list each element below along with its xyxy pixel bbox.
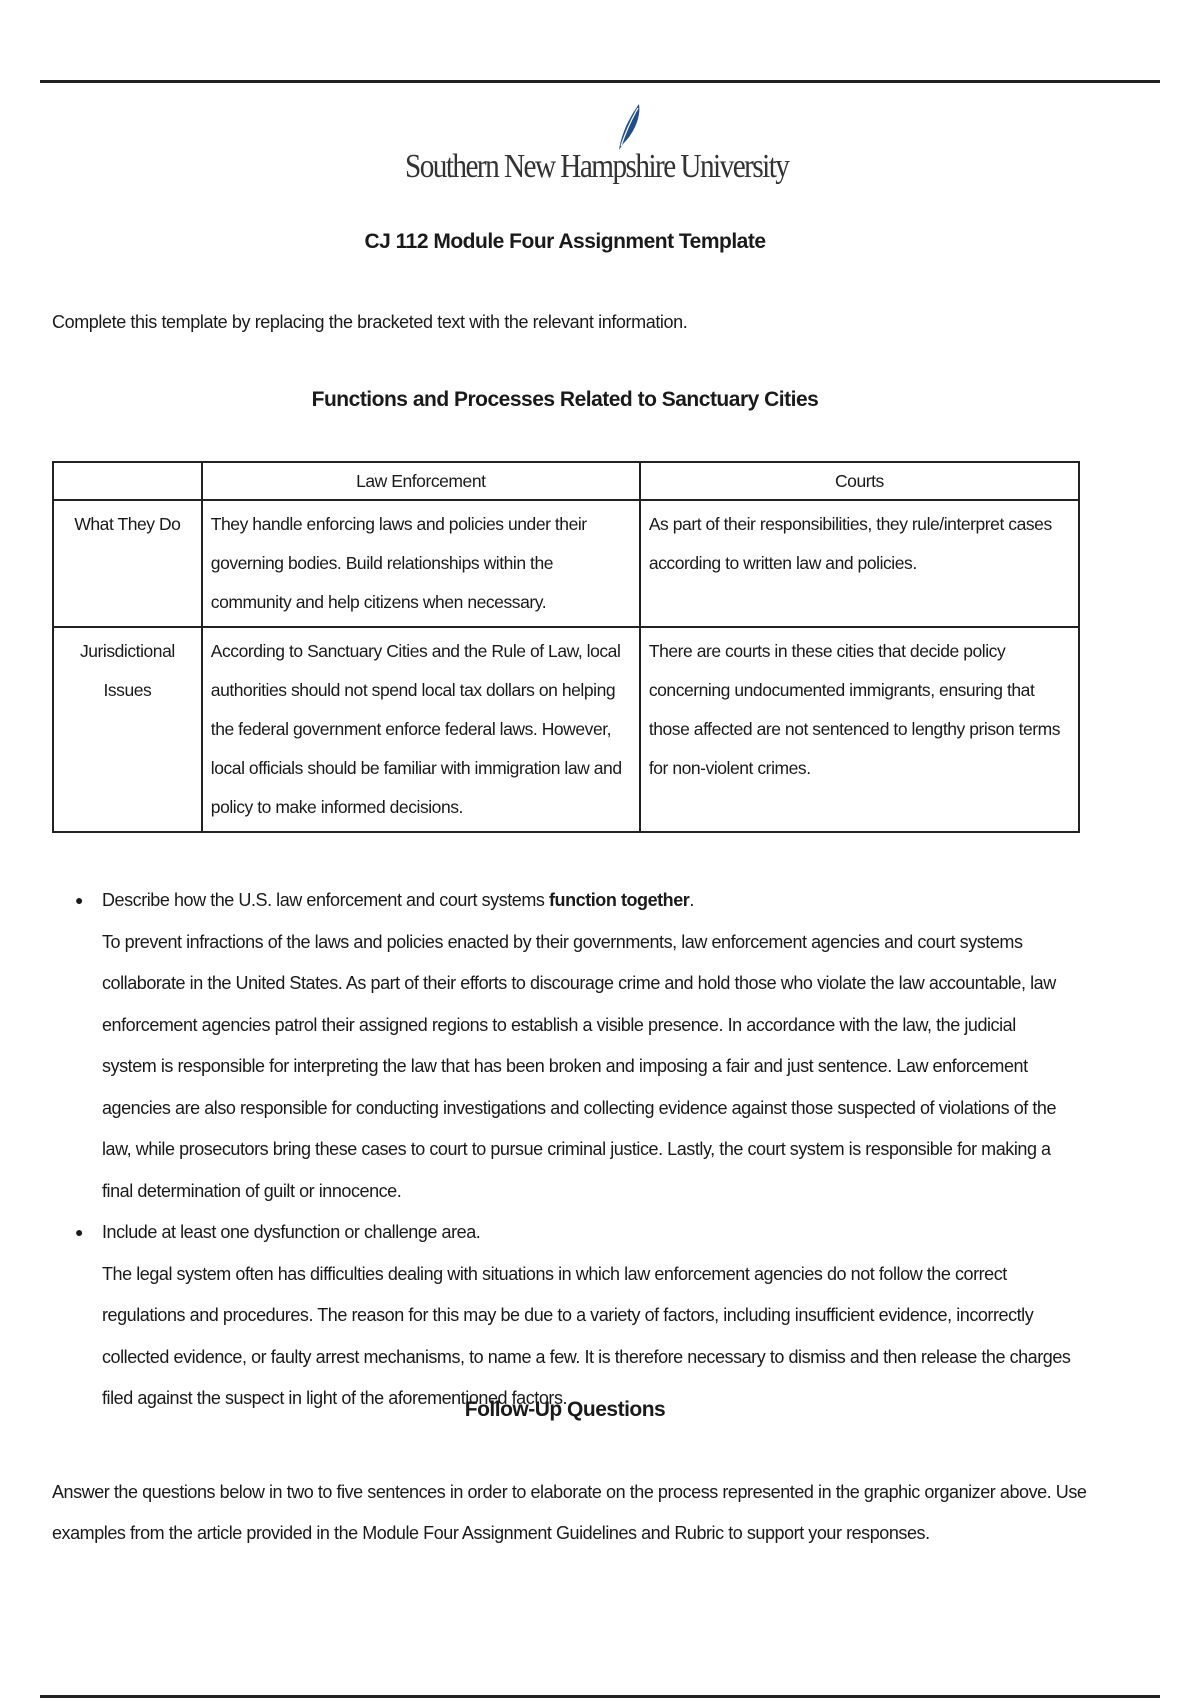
bullet-prompt: Include at least one dysfunction or challenge area. <box>102 1222 481 1242</box>
table-header-cell: Courts <box>640 462 1079 500</box>
bottom-rule <box>40 1695 1160 1698</box>
bullet-icon: ● <box>74 892 83 908</box>
functions-table <box>52 461 1080 833</box>
table-cell: They handle enforcing laws and policies under their governing bodies. Build relationships within the community and help citizens when necessary. <box>202 500 640 627</box>
intro-text: Complete this template by replacing the bracketed text with the relevant information. <box>52 312 688 332</box>
table-cell: As part of their responsibilities, they rule/interpret cases according to written law and policies. <box>640 500 1079 627</box>
table-header-cell <box>53 462 202 500</box>
bullet-prompt: Describe how the U.S. law enforcement and court systems function together. <box>102 890 694 910</box>
table-cell: There are courts in these cities that decide policy concerning undocumented immigrants, ensuring that those affected are not sentenced to lengthy prison terms for non-violent crimes. <box>640 627 1079 832</box>
bullet-list <box>74 880 1074 1420</box>
row-label: Jurisdictional Issues <box>53 627 202 832</box>
list-item <box>74 880 1074 1212</box>
table-header-cell: Law Enforcement <box>202 462 640 500</box>
table-row <box>53 627 1079 832</box>
university-logo <box>405 100 789 210</box>
table-header-row <box>53 462 1079 500</box>
table-row <box>53 500 1079 627</box>
bullet-answer: To prevent infractions of the laws and policies enacted by their governments, law enforcement agencies and court systems collaborate in the United States. As part of their efforts to discourage crime and hold those who violate the law accountable, law enforcement agencies patrol their assigned regions to establish a visible presence. In accordance with the law, the judicial system is responsible for interpreting the law that has been broken and imposing a fair and just sentence. Law enforcement agencies are also responsible for conducting investigations and collecting evidence against those suspected of violations of the law, while prosecutors bring these cases to court to pursue criminal justice. Lastly, the court system is responsible for making a final determination of guilt or innocence. <box>102 931 1057 1201</box>
section-title: Functions and Processes Related to Sanctuary Cities <box>311 388 819 411</box>
list-item <box>74 1212 1074 1420</box>
leaf-icon <box>605 100 645 152</box>
followup-title: Follow-Up Questions <box>464 1398 666 1421</box>
document-title: CJ 112 Module Four Assignment Template <box>364 230 766 253</box>
row-label: What They Do <box>53 500 202 627</box>
bullet-answer: The legal system often has difficulties dealing with situations in which law enforcement agencies do not follow the correct regulations and procedures. The reason for this may be due to a variety of factors, including insufficient evidence, incorrectly collected evidence, or faulty arrest mechanisms, to name a few. It is therefore necessary to dismiss and then release the charges filed against the suspect in light of the aforementioned factors. <box>102 1263 1071 1408</box>
table-cell: According to Sanctuary Cities and the Rule of Law, local authorities should not spend local tax dollars on helping the federal government enforce federal laws. However, local officials should be familiar with immigration law and policy to make informed decisions. <box>202 627 640 832</box>
followup-instructions: Answer the questions below in two to five sentences in order to elaborate on the process represented in the graphic organizer above. Use examples from the article provided in the Module Four Assignment Guidelines and Rubric to support your responses. <box>52 1482 1087 1543</box>
logo-wordmark: Southern New Hampshire University <box>405 148 789 185</box>
top-rule <box>40 80 1160 83</box>
bullet-icon: ● <box>74 1224 83 1240</box>
